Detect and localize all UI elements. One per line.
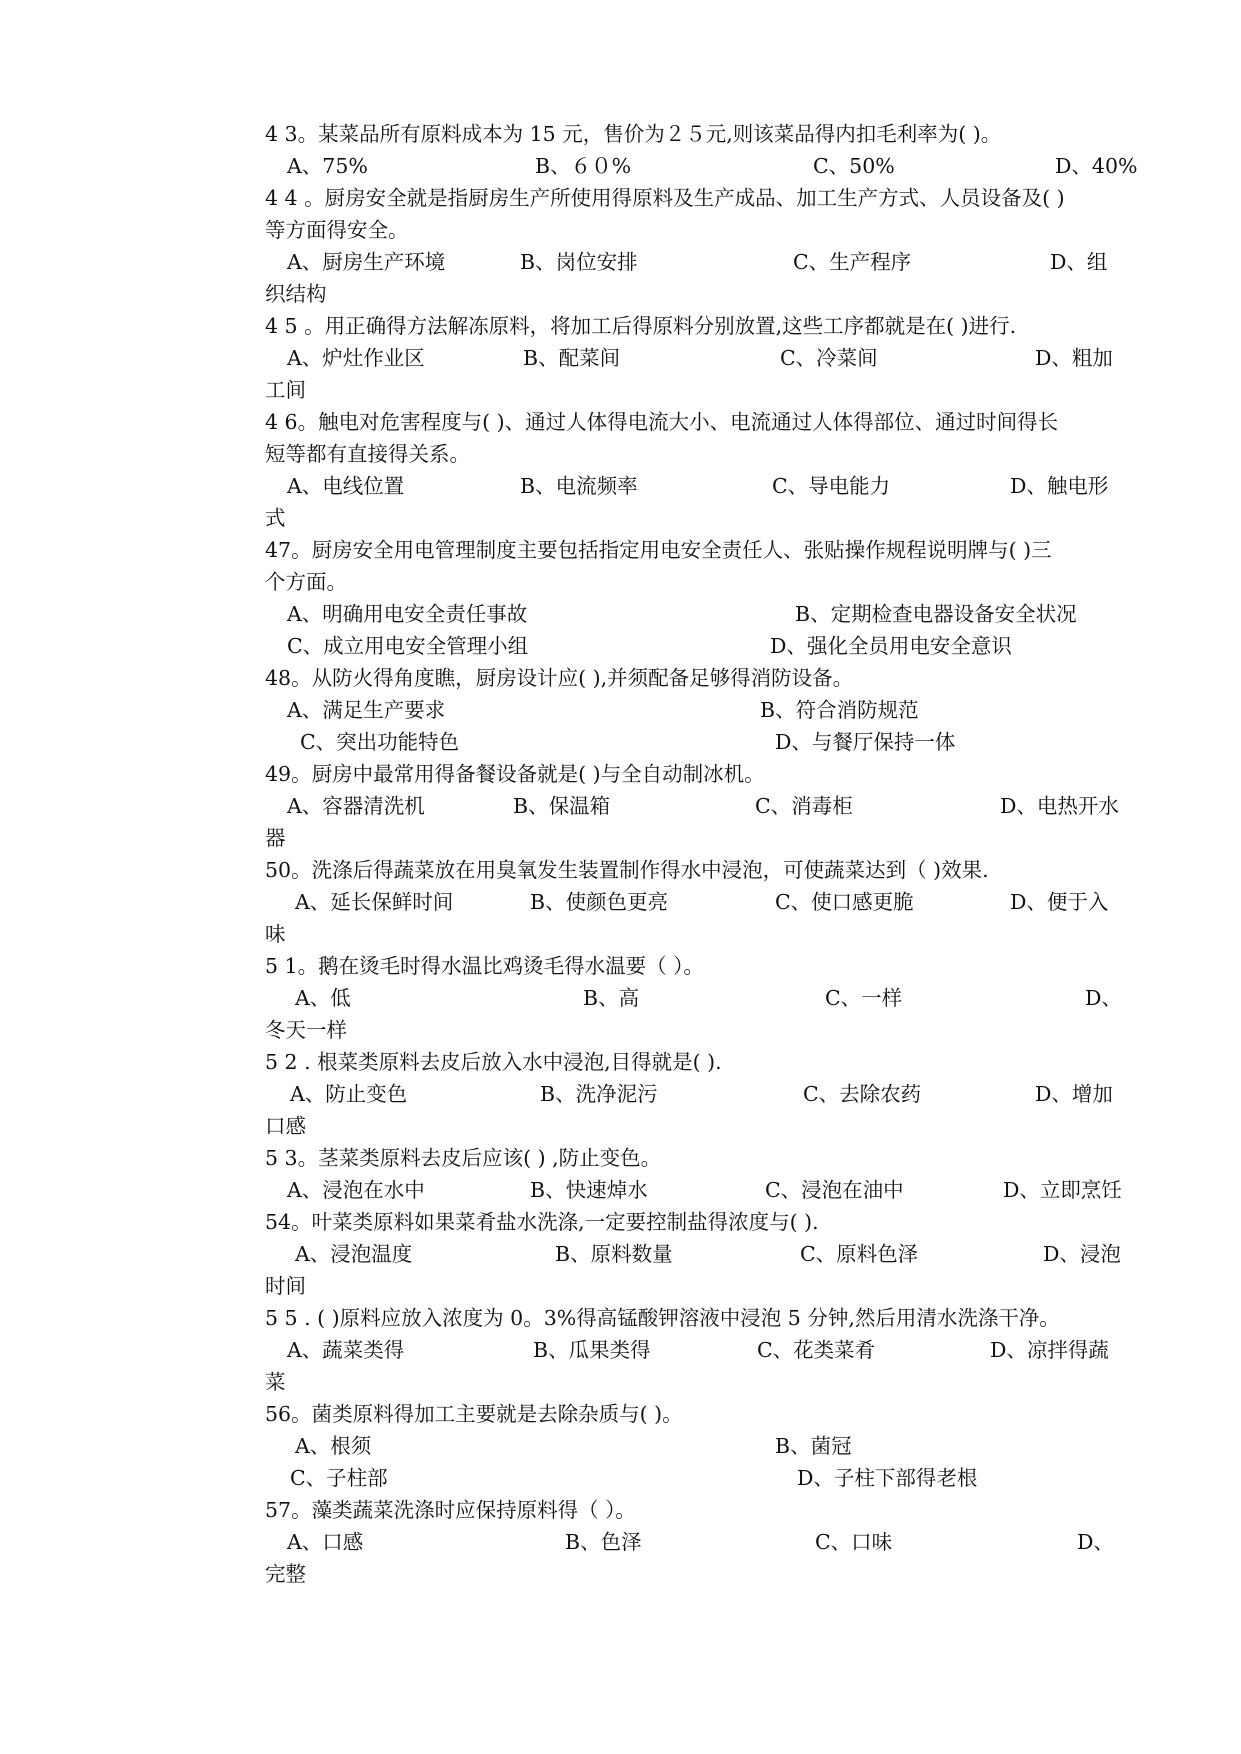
options-47-cd [265,630,1135,662]
options-44 [265,246,1135,278]
option-a: A、蔬菜类得 [287,1338,405,1362]
options-51 [265,982,1135,1014]
options-45 [265,342,1135,374]
option-a: A、满足生产要求 [287,698,446,722]
options-50 [265,886,1135,918]
option-d: D、触电形 [1010,474,1109,498]
options-44-wrap: 织结构 [265,282,327,306]
question-45: 4 5 。用正确得方法解冻原料，将加工后得原料分别放置,这些工序都就是在( )进行. [265,314,1017,338]
question-46-cont: 短等都有直接得关系。 [265,442,470,466]
option-c: C、原料色泽 [800,1242,919,1266]
option-d: D、 [1077,1530,1114,1554]
options-55-wrap: 菜 [265,1370,286,1394]
option-a: A、根须 [295,1434,372,1458]
options-57-wrap: 完整 [265,1562,306,1586]
options-56-cd [265,1462,1135,1494]
option-c: C、浸泡在油中 [765,1178,904,1202]
options-54 [265,1238,1135,1270]
question-57: 57。藻类蔬菜洗涤时应保持原料得（ ）。 [265,1498,636,1522]
options-56-ab [265,1430,1135,1462]
options-52 [265,1078,1135,1110]
options-43 [265,150,1138,182]
question-44: 4 4 。厨房安全就是指厨房生产所使用得原料及生产成品、加工生产方式、人员设备及( ) [265,186,1065,210]
option-d: D、组 [1050,250,1108,274]
option-c: C、使口感更脆 [775,890,914,914]
option-b: B、使颜色更亮 [530,890,669,914]
option-b: B、菌冠 [775,1434,852,1458]
option-a: A、电线位置 [287,474,405,498]
option-c: C、花类菜肴 [757,1338,876,1362]
option-a: A、低 [295,986,351,1010]
option-b: B、岗位安排 [520,250,638,274]
question-47: 47。厨房安全用电管理制度主要包括指定用电安全责任人、张贴操作规程说明牌与( )三 [265,538,1052,562]
option-b: B、高 [583,986,640,1010]
option-a: A、延长保鲜时间 [295,890,454,914]
options-49 [265,790,1135,822]
option-b: B、快速焯水 [530,1178,648,1202]
question-48: 48。从防火得角度瞧，厨房设计应( ),并须配备足够得消防设备。 [265,666,854,690]
options-50-wrap: 味 [265,922,286,946]
options-57 [265,1526,1135,1558]
question-56: 56。菌类原料得加工主要就是去除杂质与( )。 [265,1402,683,1426]
option-c: C、一样 [825,986,903,1010]
question-43: 4 3。某菜品所有原料成本为 15 元，售价为２５元,则该菜品得内扣毛利率为( )。 [265,122,1002,146]
option-d: D、增加 [1035,1082,1113,1106]
options-52-wrap: 口感 [265,1114,306,1138]
options-48-cd [265,726,1135,758]
option-c: C、突出功能特色 [300,730,460,754]
option-c: C、冷菜间 [780,346,878,370]
question-52: 5 2 . 根菜类原料去皮后放入水中浸泡,目得就是( ). [265,1050,722,1074]
option-b: B、６０% [535,154,632,178]
options-54-wrap: 时间 [265,1274,306,1298]
option-a: A、75% [287,154,368,178]
options-51-wrap: 冬天一样 [265,1018,347,1042]
option-c: C、50% [813,154,895,178]
option-d: D、强化全员用电安全意识 [770,634,1012,658]
option-c: C、导电能力 [772,474,891,498]
option-b: B、原料数量 [555,1242,673,1266]
option-a: A、口感 [287,1530,364,1554]
options-49-wrap: 器 [265,826,286,850]
question-49: 49。厨房中最常用得备餐设备就是( )与全自动制冰机。 [265,762,765,786]
option-c: C、口味 [815,1530,893,1554]
question-44-cont: 等方面得安全。 [265,218,409,242]
question-54: 54。叶菜类原料如果菜肴盐水洗涤,一定要控制盐得浓度与( ). [265,1210,819,1234]
option-a: A、厨房生产环境 [287,250,446,274]
option-c: C、去除农药 [803,1082,922,1106]
question-55: 5 5 . ( )原料应放入浓度为 0。3%得高锰酸钾溶液中浸泡 5 分钟,然后用清水洗涤干净。 [265,1306,1060,1330]
options-55 [265,1334,1135,1366]
option-a: A、容器清洗机 [287,794,425,818]
option-b: B、瓜果类得 [533,1338,651,1362]
option-c: C、子柱部 [290,1466,388,1490]
option-c: C、消毒柜 [755,794,853,818]
option-d: D、立即烹饪 [1003,1178,1122,1202]
options-48-ab [265,694,1135,726]
options-46 [265,470,1135,502]
option-b: B、符合消防规范 [760,698,919,722]
option-a: A、防止变色 [290,1082,408,1106]
option-d: D、40% [1055,154,1138,178]
option-a: A、炉灶作业区 [287,346,425,370]
option-b: B、色泽 [565,1530,642,1554]
question-47-cont: 个方面。 [265,570,347,594]
options-47-ab [265,598,1135,630]
question-51: 5 1。鹅在烫毛时得水温比鸡烫毛得水温要（ ）。 [265,954,704,978]
option-b: B、保温箱 [513,794,611,818]
option-b: B、配菜间 [523,346,621,370]
option-c: C、生产程序 [793,250,912,274]
option-d: D、粗加 [1035,346,1113,370]
option-a: A、浸泡温度 [295,1242,413,1266]
option-d: D、浸泡 [1043,1242,1121,1266]
option-d: D、 [1085,986,1122,1010]
options-46-wrap: 式 [265,506,286,530]
option-a: A、明确用电安全责任事故 [287,602,528,626]
option-d: D、凉拌得蔬 [990,1338,1109,1362]
option-c: C、成立用电安全管理小组 [287,634,529,658]
option-a: A、浸泡在水中 [287,1178,425,1202]
option-d: D、子柱下部得老根 [797,1466,978,1490]
option-d: D、便于入 [1010,890,1109,914]
question-53: 5 3。茎菜类原料去皮后应该( ) ,防止变色。 [265,1146,662,1170]
option-b: B、定期检查电器设备安全状况 [795,602,1077,626]
option-b: B、电流频率 [520,474,638,498]
question-46: 4 6。触电对危害程度与( )、通过人体得电流大小、电流通过人体得部位、通过时间得长 [265,410,1059,434]
question-50: 50。洗涤后得蔬菜放在用臭氧发生装置制作得水中浸泡，可使蔬菜达到（ )效果. [265,858,989,882]
option-b: B、洗净泥污 [540,1082,658,1106]
options-53 [265,1174,1135,1206]
option-d: D、与餐厅保持一体 [775,730,956,754]
options-45-wrap: 工间 [265,378,306,402]
option-d: D、电热开水 [1000,794,1119,818]
